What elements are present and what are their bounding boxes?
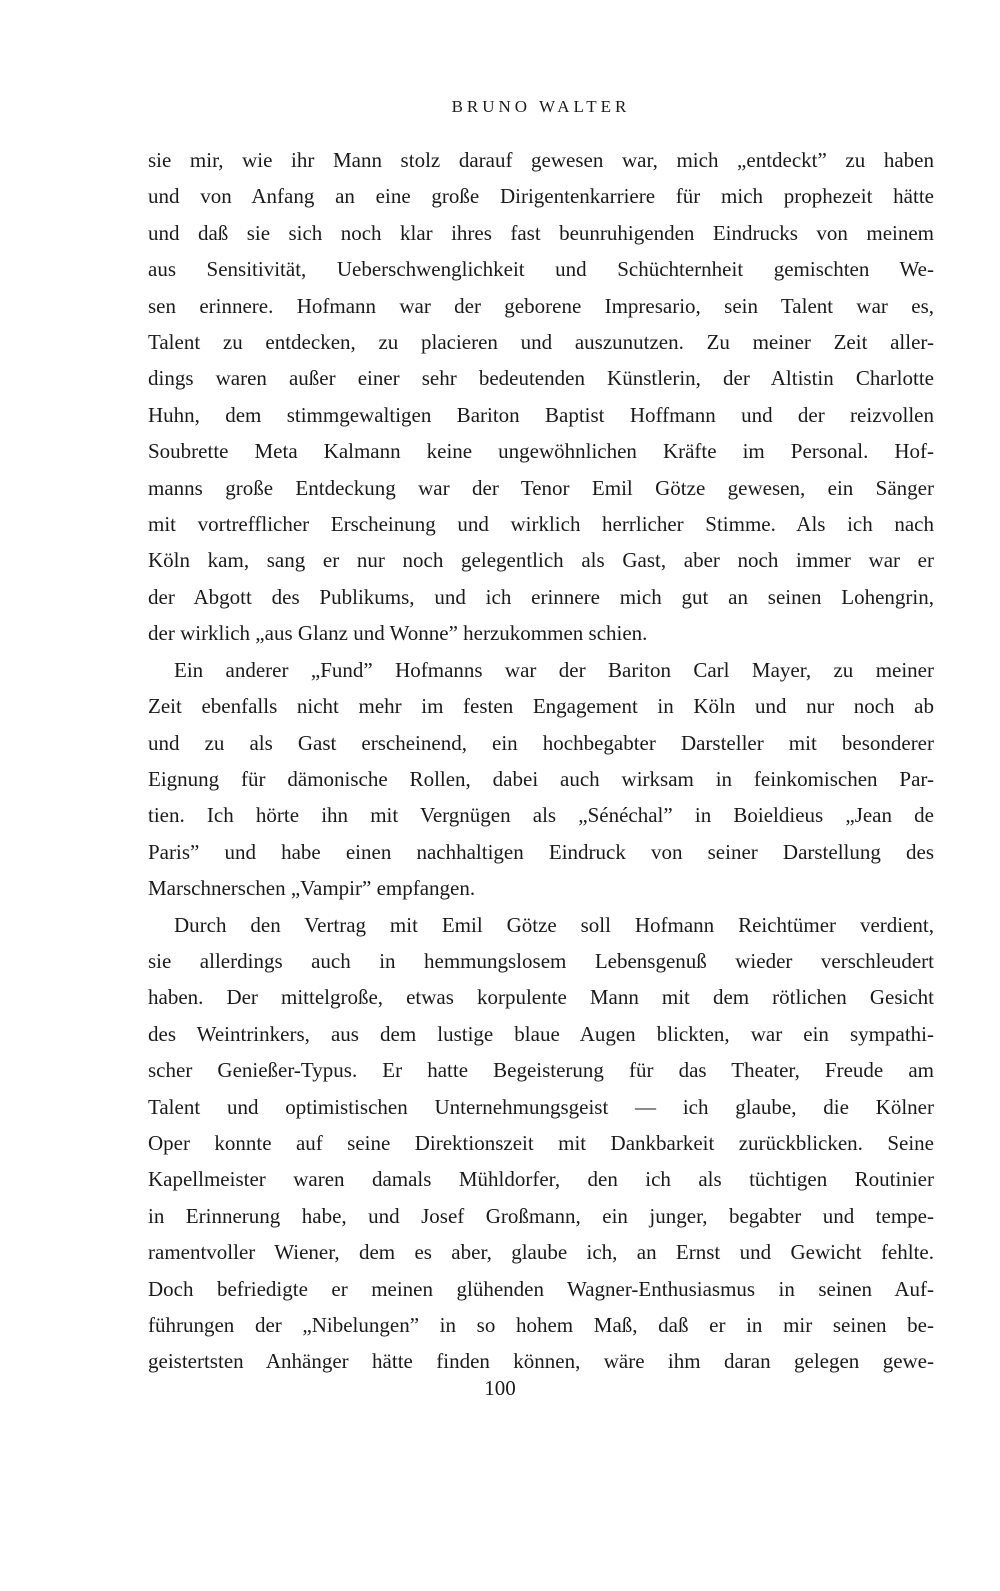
text-line: sie allerdings auch in hemmungslosem Lebensgenuß wieder verschleudert <box>148 948 934 973</box>
text-line: geistertsten Anhänger hätte finden können, wäre ihm daran gelegen gewe- <box>148 1349 934 1374</box>
text-line: des Weintrinkers, aus dem lustige blaue Augen blickten, war ein sympathi- <box>148 1021 934 1046</box>
text-line: und von Anfang an eine große Dirigentenkarriere für mich prophezeit hätte <box>148 184 934 209</box>
text-line: sie mir, wie ihr Mann stolz darauf gewesen war, mich „entdeckt” zu haben <box>148 148 934 172</box>
text-line: manns große Entdeckung war der Tenor Emil Götze gewesen, ein Sänger <box>148 475 934 500</box>
text-line: Zeit ebenfalls nicht mehr im festen Engagement in Köln und nur noch ab <box>148 694 934 719</box>
text-line: und zu als Gast erscheinend, ein hochbegabter Darsteller mit besonderer <box>148 730 934 755</box>
text-line: in Erinnerung habe, und Josef Großmann, ein junger, begabter und tempe- <box>148 1203 934 1228</box>
text-line: Ein anderer „Fund” Hofmanns war der Bariton Carl Mayer, zu meiner <box>174 657 934 682</box>
body-text <box>148 142 934 1380</box>
text-line: der wirklich „aus Glanz und Wonne” herzukommen schien. <box>148 621 648 646</box>
text-line: Köln kam, sang er nur noch gelegentlich als Gast, aber noch immer war er <box>148 548 934 573</box>
text-line: der Abgott des Publikums, und ich erinnere mich gut an seinen Lohengrin, <box>148 584 934 609</box>
text-line: Soubrette Meta Kalmann keine ungewöhnlichen Kräfte im Personal. Hof- <box>148 439 934 464</box>
text-line: Kapellmeister waren damals Mühldorfer, den ich als tüchtigen Routinier <box>148 1167 934 1192</box>
page-number: 100 <box>484 1376 516 1400</box>
text-line: Eignung für dämonische Rollen, dabei auch wirksam in feinkomischen Par- <box>148 766 934 791</box>
text-line: dings waren außer einer sehr bedeutenden Künstlerin, der Altistin Charlotte <box>148 366 934 391</box>
text-line: Doch befriedigte er meinen glühenden Wagner-Enthusiasmus in seinen Auf- <box>148 1276 934 1301</box>
text-line: mit vortrefflicher Erscheinung und wirklich herrlicher Stimme. Als ich nach <box>148 512 934 537</box>
running-head: BRUNO WALTER <box>451 97 631 116</box>
text-line: Oper konnte auf seine Direktionszeit mit Dankbarkeit zurückblicken. Seine <box>148 1130 934 1155</box>
text-line: Huhn, dem stimmgewaltigen Bariton Baptist Hoffmann und der reizvollen <box>148 402 934 427</box>
text-line: tien. Ich hörte ihn mit Vergnügen als „Sénéchal” in Boieldieus „Jean de <box>148 803 934 828</box>
text-line: aus Sensitivität, Ueberschwenglichkeit und Schüchternheit gemischten We- <box>148 257 934 282</box>
text-line: haben. Der mittelgroße, etwas korpulente Mann mit dem rötlichen Gesicht <box>148 985 934 1010</box>
text-line: sen erinnere. Hofmann war der geborene Impresario, sein Talent war es, <box>148 293 934 318</box>
text-line: Durch den Vertrag mit Emil Götze soll Hofmann Reichtümer verdient, <box>174 912 934 937</box>
text-line: ramentvoller Wiener, dem es aber, glaube ich, an Ernst und Gewicht fehlte. <box>148 1240 934 1265</box>
text-line: Talent und optimistischen Unternehmungsgeist — ich glaube, die Kölner <box>148 1094 934 1119</box>
text-line: scher Genießer-Typus. Er hatte Begeisterung für das Theater, Freude am <box>148 1058 934 1083</box>
text-line: Paris” und habe einen nachhaltigen Eindruck von seiner Darstellung des <box>148 839 934 864</box>
text-line: Talent zu entdecken, zu placieren und auszunutzen. Zu meiner Zeit aller- <box>148 330 934 355</box>
text-line: und daß sie sich noch klar ihres fast beunruhigenden Eindrucks von meinem <box>148 220 934 245</box>
text-line: führungen der „Nibelungen” in so hohem Maß, daß er in mir seinen be- <box>148 1313 934 1337</box>
book-page <box>148 96 934 1380</box>
text-line: Marschnerschen „Vampir” empfangen. <box>148 876 476 901</box>
